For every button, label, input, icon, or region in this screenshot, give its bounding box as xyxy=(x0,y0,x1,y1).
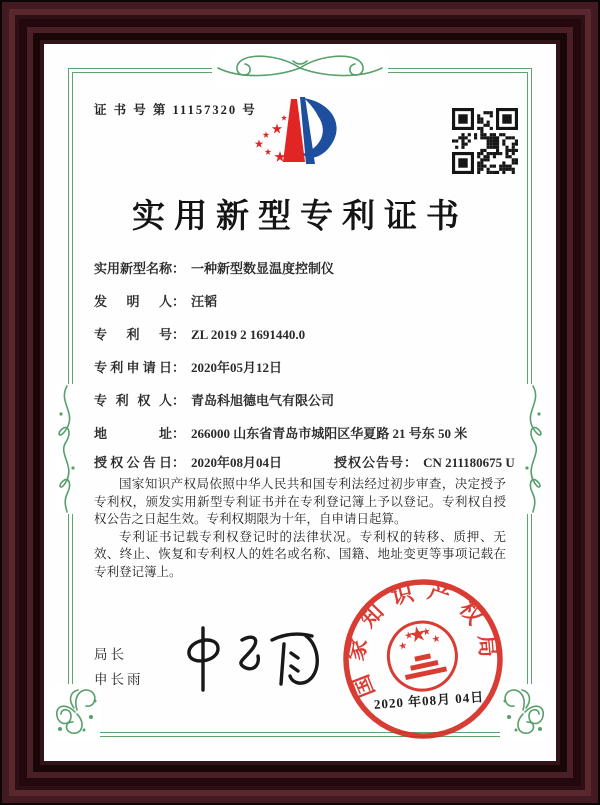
seal-date: 2020 年08月 04日 xyxy=(373,689,485,712)
grant-date-value: 2020年08月04日 xyxy=(191,455,283,470)
field-value: 汪韬 xyxy=(191,294,218,309)
right-vine-ornament xyxy=(520,384,546,514)
field-label: 发明人 xyxy=(94,294,172,309)
field-colon: ： xyxy=(172,327,186,342)
legal-text-block xyxy=(94,476,506,581)
certificate-paper xyxy=(44,44,556,761)
field-value: 青岛科旭德电气有限公司 xyxy=(191,393,335,408)
field-label: 地址 xyxy=(94,426,172,441)
field-row-filing-date xyxy=(94,357,514,376)
field-colon: ： xyxy=(172,455,186,470)
bottom-left-floral-ornament xyxy=(50,684,100,740)
field-row-address xyxy=(94,423,514,442)
legal-paragraph-2: 专利证书记载专利权登记时的法律状况。专利权的转移、质押、无效、终止、恢复和专利权人的姓名或名称、国籍、地址变更等事项记载在专利登记簿上。 xyxy=(94,529,506,579)
field-row-grant xyxy=(94,452,514,471)
grant-number-label: 授权公告号 xyxy=(334,455,405,470)
field-label: 专利号 xyxy=(94,327,172,342)
field-label: 专利权人 xyxy=(94,393,172,408)
field-value: 266000 山东省青岛市城阳区华夏路 21 号东 50 米 xyxy=(191,426,468,441)
field-value: 一种新型数显温度控制仪 xyxy=(191,261,335,276)
official-red-seal xyxy=(336,572,510,746)
top-flourish-ornament xyxy=(212,50,388,86)
left-vine-ornament xyxy=(54,384,80,514)
field-colon: ： xyxy=(404,455,418,470)
qr-code xyxy=(452,108,518,174)
field-row-patent-number xyxy=(94,324,514,343)
grant-date-label: 授权公告日 xyxy=(94,455,172,470)
field-value: 2020年05月12日 xyxy=(191,360,283,375)
signer-name: 申长雨 xyxy=(94,672,144,687)
legal-paragraph-1: 国家知识产权局依照中华人民共和国专利法经过初步审查，决定授予专利权，颁发实用新型专利证书并在专利登记簿上予以登记。专利权自授权公告之日起生效。专利权期限为十年，自申请日起算。 xyxy=(94,477,506,526)
field-row-inventor xyxy=(94,291,514,310)
seal-ring-text: 国家知识产权局 xyxy=(342,577,502,701)
national-emblem xyxy=(382,616,463,697)
certificate-number: 证 书 号 第 11157320 号 xyxy=(94,103,257,117)
field-colon: ： xyxy=(172,294,186,309)
cnipa-logo xyxy=(244,94,354,184)
signer-block xyxy=(94,642,144,692)
field-colon: ： xyxy=(172,261,186,276)
field-row-invention-name xyxy=(94,258,514,277)
grant-number-value: CN 211180675 U xyxy=(423,455,515,470)
field-colon: ： xyxy=(172,426,186,441)
field-label: 实用新型名称 xyxy=(94,261,173,276)
director-signature xyxy=(172,620,332,710)
field-label: 专利申请日 xyxy=(94,360,172,375)
field-row-patentee xyxy=(94,390,514,409)
signer-title: 局长 xyxy=(94,647,127,662)
field-colon: ： xyxy=(172,360,186,375)
certificate-title: 实用新型专利证书 xyxy=(132,199,468,235)
field-value: ZL 2019 2 1691440.0 xyxy=(191,327,306,342)
field-colon: ： xyxy=(172,393,186,408)
